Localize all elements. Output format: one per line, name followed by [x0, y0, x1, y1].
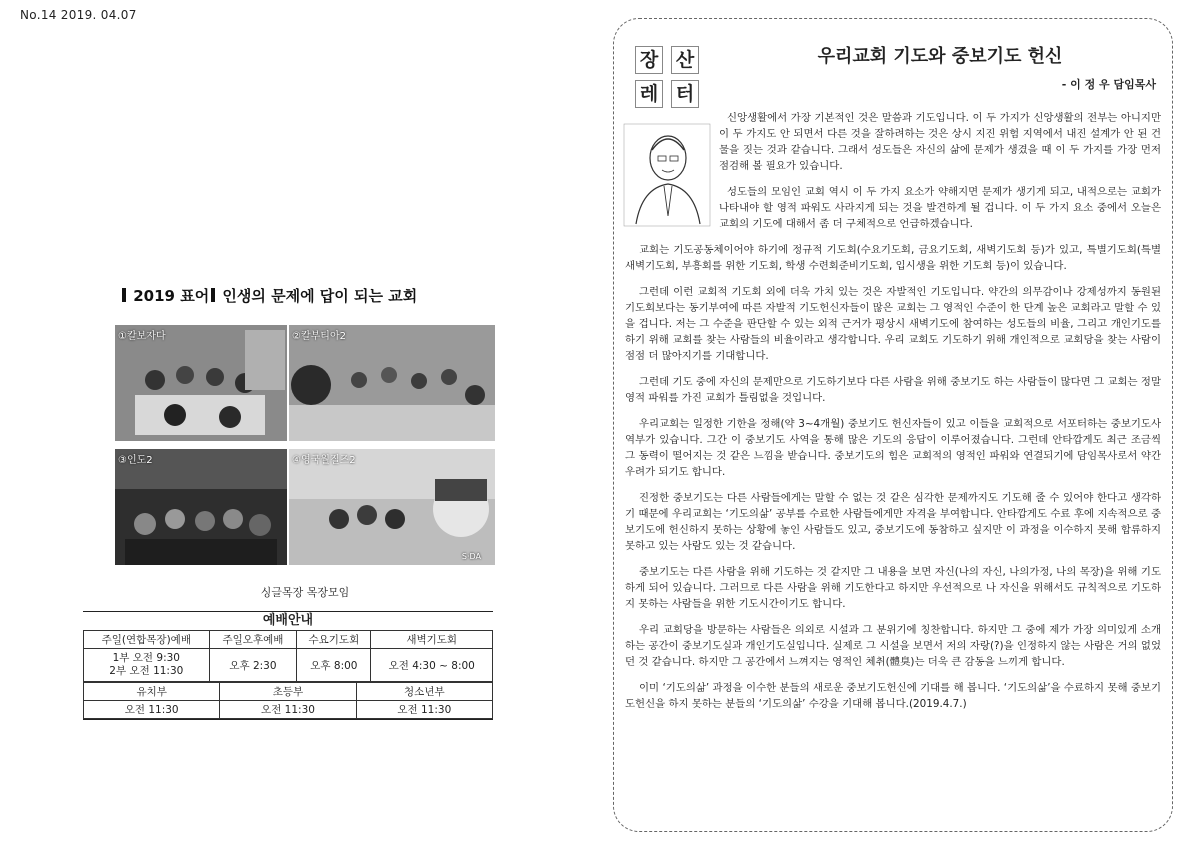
photo-4 [289, 449, 495, 565]
photo-4-label: ④영국월질즈2 [292, 455, 356, 466]
photo-2 [289, 325, 495, 441]
photo-2-image [289, 325, 495, 441]
photo-1-label: ①칼보자다 [118, 331, 166, 342]
worship-title: 예배안내 [262, 613, 314, 628]
photo-grid [115, 325, 495, 565]
worship-time: 오전 4:30 ~ 8:00 [371, 649, 493, 682]
worship-time: 오후 2:30 [209, 649, 297, 682]
worship-table [83, 630, 493, 682]
letter-paragraph: 이미 ‘기도의삶’ 과정을 이수한 분들의 새로운 중보기도헌신에 기대를 해 봅니다. ‘기도의삶’을 수료하지 못해 중보기도헌신을 하지 못하는 분들의 ‘기도의삶’ 수강을 기대해 봅니다.(2019.4.7.) [625, 682, 1161, 710]
worship-header: 수요기도회 [297, 631, 371, 649]
letter-paragraph: 진정한 중보기도는 다른 사람들에게는 말할 수 없는 것 같은 심각한 문제까지도 기도해 줄 수 있어야 한다고 생각하기 때문에 우리교회는 ‘기도의삶’ 공부를 수료한 사람들에게만 자격을 부여합니다. 안타깝게도 수료 후에 지속적으로 중보기도에 헌신하지 못하는 상황에 놓인 사람들도 있고, 중보기도에 동참하고 싶지만 이 과정을 이수하지 못해 합류하지 못하고 있는 사람도 있는 것 같습니다. [625, 492, 1161, 552]
school-header: 청소년부 [356, 683, 492, 701]
section-badge [633, 46, 705, 110]
school-time: 오전 11:30 [84, 701, 220, 719]
worship-header: 주일오후예배 [209, 631, 297, 649]
letter-paragraph: 우리 교회당을 방문하는 사람들은 의외로 시설과 그 분위기에 칭찬합니다. 하지만 그 중에 제가 가장 의미있게 소개하는 공간이 중보기도실과 개인기도실입니다. 실제로 그 시설을 보면서 저의 자랑(?)을 인정하지 않는 사람은 거의 없었던 것 같습니다. 하지만 그 공간에서 느껴지는 영적인 체취(體臭)는 더욱 큰 감동을 느끼게 합니다. [625, 624, 1161, 668]
motto-bar [211, 288, 215, 302]
badge-char: 레 [635, 80, 663, 108]
photo-caption: 싱글목장 목장모임 [260, 586, 350, 599]
letter-body [625, 110, 1161, 722]
school-table [83, 682, 493, 719]
letter-paragraph: 그런데 이런 교회적 기도회 외에 더욱 가치 있는 것은 자발적인 기도입니다. 약간의 의무감이나 강제성까지 동원된 기도회보다는 동기부여에 따른 자발적 기도헌신자들이 많은 교회는 그 영적인 수준이 한 단계 높은 교회라고 말할 수 있을 겁니다. 저는 그 수준을 판단할 수 있는 외적 근거가 평상시 새벽기도에 참여하는 성도들의 비율, 그리고 개인기도를 하기 위해 교회를 찾는 사람들의 비율이라고 생각합니다. 우리 교회도 기도하기 위해 개인적으로 교회당을 찾는 사람이 점점 더 많아지기를 기대합니다. [625, 286, 1161, 362]
badge-char: 장 [635, 46, 663, 74]
photo-3 [115, 449, 287, 565]
letter-paragraph: 성도들의 모임인 교회 역시 이 두 가지 요소가 약해지면 문제가 생기게 되고, 내적으로는 교회가 나타내야 할 영적 파워도 사라지게 되는 것을 발견하게 될 겁니다. 이 두 가지 요소 중에서 오늘은 교회의 기도에 대해서 좀 더 구체적으로 언급하겠습니다. [719, 186, 1161, 230]
school-header: 유치부 [84, 683, 220, 701]
school-time: 오전 11:30 [356, 701, 492, 719]
motto-text: 인생의 문제에 답이 되는 교회 [222, 287, 418, 305]
photo-2-label: ②칼부티아2 [292, 331, 346, 342]
badge-char: 터 [671, 80, 699, 108]
worship-time-line: 1부 오전 9:30 [112, 652, 180, 664]
letter-paragraph: 신앙생활에서 가장 기본적인 것은 말씀과 기도입니다. 이 두 가지가 신앙생활의 전부는 아니지만 이 두 가지도 안 되면서 다른 것을 잘하려하는 것은 상시 지진 위험 지역에서 내진 설계가 안 된 건물을 짓는 것과 같습니다. 그래서 성도들은 자신의 삶에 문제가 생겼을 때 이 두 가지를 가장 먼저 점검해 볼 필요가 있습니다. [719, 112, 1161, 172]
letter-author: - 이 정 우 담임목사 [1061, 78, 1156, 91]
issue-info: No.14 2019. 04.07 [20, 8, 137, 22]
school-header: 초등부 [220, 683, 356, 701]
worship-header: 주일(연합목장)예배 [84, 631, 210, 649]
worship-time [84, 649, 210, 682]
worship-guide [83, 611, 493, 720]
photo-1 [115, 325, 287, 441]
year-motto [120, 285, 500, 306]
badge-char: 산 [671, 46, 699, 74]
photo-4-image [289, 449, 495, 565]
photo-1-image [115, 325, 287, 441]
letter-paragraph: 우리교회는 일정한 기한을 정해(약 3~4개월) 중보기도 헌신자들이 있고 이들을 교회적으로 서포터하는 중보기도사역부가 있습니다. 그간 이 중보기도 사역을 통해 많은 기도의 응답이 이루어졌습니다. 그런데 안타깝게도 최근 조금씩 그 동력이 떨어지는 것 같은 느낌을 받습니다. 중보기도의 힘은 교회적의 영적인 파워와 연결되기에 담임목사로서 약간 우려가 되기도 합니다. [625, 418, 1161, 478]
photo-3-label: ③인도2 [118, 455, 153, 466]
photo-3-image [115, 449, 287, 565]
worship-header: 새벽기도회 [371, 631, 493, 649]
worship-time-line: 2부 오전 11:30 [109, 665, 184, 677]
school-time: 오전 11:30 [220, 701, 356, 719]
motto-bar [122, 288, 126, 302]
motto-year: 2019 표어 [133, 287, 210, 305]
photo-watermark: S·DA [461, 552, 481, 561]
letter-paragraph: 교회는 기도공동체이어야 하기에 정규적 기도회(수요기도회, 금요기도회, 새벽기도회 등)가 있고, 특별기도회(특별새벽기도회, 부흥회를 위한 기도회, 학생 수련회준비기도회, 입시생을 위한 기도회 등)이 있습니다. [625, 244, 1161, 272]
worship-time: 오후 8:00 [297, 649, 371, 682]
letter-paragraph: 중보기도는 다른 사람을 위해 기도하는 것 같지만 그 내용을 보면 자신(나의 자신, 나의가정, 나의 목장)을 위해 기도하게 되어 있습니다. 그러므로 다른 사람을 위해 기도한다고 하지만 우선적으로 나 자신을 위해서도 규칙적으로 기도하지 못하는 사람들을 위한 기도시간이기도 합니다. [625, 566, 1161, 610]
letter-paragraph: 그런데 기도 중에 자신의 문제만으로 기도하기보다 다른 사람을 위해 중보기도 하는 사람들이 많다면 그 교회는 정말 영적 파워를 가진 교회가 틀림없을 것입니다. [625, 376, 1161, 404]
letter-title: 우리교회 기도와 중보기도 헌신 [817, 46, 1063, 67]
